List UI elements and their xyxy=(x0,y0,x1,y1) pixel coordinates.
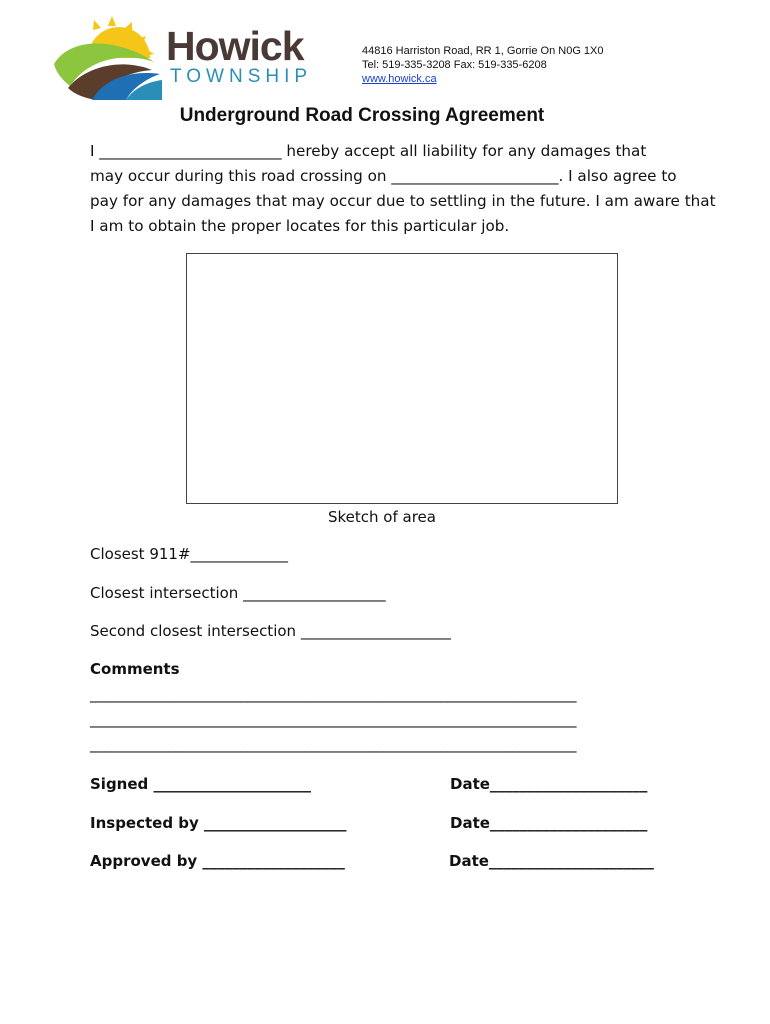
document-title: Underground Road Crossing Agreement xyxy=(179,105,545,126)
agreement-line-1: I ________________________ hereby accept all liability for any damages that xyxy=(90,142,647,160)
agreement-line-3: pay for any damages that may occur due to settling in the future. I am aware that xyxy=(90,192,716,210)
address-line: 44816 Harriston Road, RR 1, Gorrie On N0G 1X0 xyxy=(362,45,604,57)
inspected-by-field[interactable]: Inspected by ___________________ xyxy=(90,814,347,832)
signed-field[interactable]: Signed _____________________ xyxy=(90,775,311,793)
approved-date-field[interactable]: Date______________________ xyxy=(449,852,654,870)
sketch-area-box[interactable] xyxy=(186,253,618,504)
approved-by-field[interactable]: Approved by ___________________ xyxy=(90,852,345,870)
comments-line-2[interactable]: ____________________________________________________________________ xyxy=(90,710,577,728)
comments-label: Comments xyxy=(90,660,180,678)
howick-township-logo xyxy=(52,14,164,102)
sketch-caption: Sketch of area xyxy=(328,508,436,526)
closest-911-field[interactable]: Closest 911#_____________ xyxy=(90,545,289,563)
agreement-line-2: may occur during this road crossing on ______________________. I also agree to xyxy=(90,167,677,185)
comments-line-3[interactable]: ____________________________________________________________________ xyxy=(90,735,577,753)
closest-intersection-field[interactable]: Closest intersection ___________________ xyxy=(90,584,386,602)
website-link[interactable]: www.howick.ca xyxy=(362,73,437,85)
brand-subtitle: TOWNSHIP xyxy=(170,66,313,87)
agreement-line-4: I am to obtain the proper locates for this particular job. xyxy=(90,217,510,235)
inspected-date-field[interactable]: Date_____________________ xyxy=(450,814,648,832)
second-closest-intersection-field[interactable]: Second closest intersection ____________________ xyxy=(90,622,451,640)
contact-line: Tel: 519-335-3208 Fax: 519-335-6208 xyxy=(362,59,547,71)
signed-date-field[interactable]: Date_____________________ xyxy=(450,775,648,793)
brand-name: Howick xyxy=(166,23,304,69)
comments-line-1[interactable]: ____________________________________________________________________ xyxy=(90,685,577,703)
